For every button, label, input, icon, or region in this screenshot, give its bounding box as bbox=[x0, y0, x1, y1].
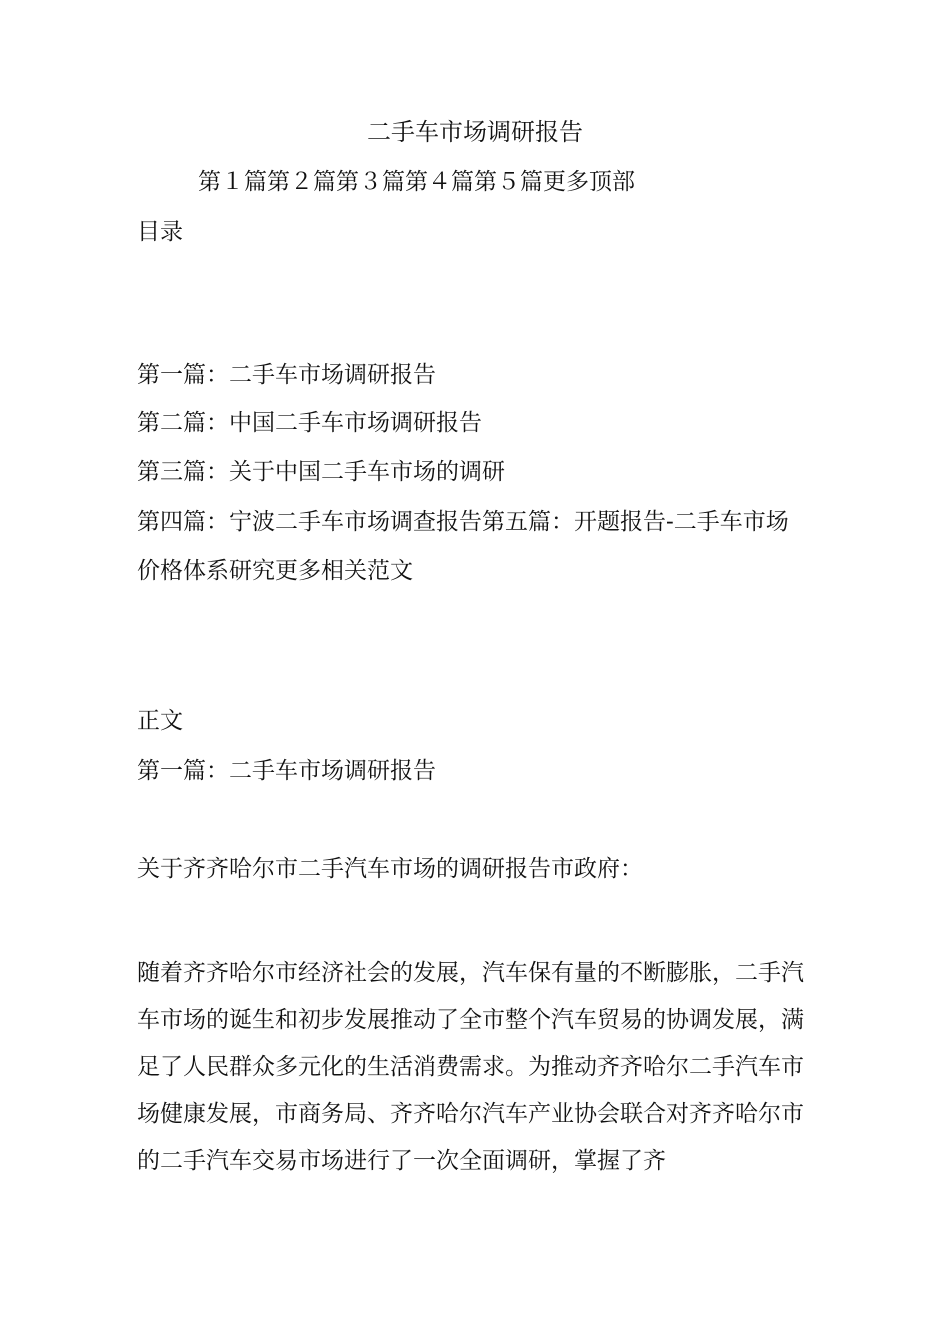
toc-item-1[interactable]: 第一篇：二手车市场调研报告 bbox=[137, 362, 436, 388]
body-heading: 正文 bbox=[137, 708, 183, 734]
toc-item-more[interactable]: 价格体系研究更多相关范文 bbox=[137, 558, 413, 584]
section-title: 第一篇：二手车市场调研报告 bbox=[137, 758, 436, 784]
toc-item-3[interactable]: 第三篇：关于中国二手车市场的调研 bbox=[137, 459, 505, 485]
document-title: 二手车市场调研报告 bbox=[367, 118, 583, 146]
body-paragraph bbox=[137, 950, 837, 1185]
paragraph-line: 车市场的诞生和初步发展推动了全市整个汽车贸易的协调发展，满 bbox=[137, 1007, 804, 1033]
paragraph-line: 足了人民群众多元化的生活消费需求。为推动齐齐哈尔二手汽车市 bbox=[137, 1054, 804, 1080]
toc-heading: 目录 bbox=[137, 219, 183, 245]
chapter-navigation[interactable]: 第１篇第２篇第３篇第４篇第５篇更多顶部 bbox=[198, 169, 635, 195]
paragraph-line: 的二手汽车交易市场进行了一次全面调研，掌握了齐 bbox=[137, 1148, 666, 1174]
paragraph-line: 随着齐齐哈尔市经济社会的发展，汽车保有量的不断膨胀，二手汽 bbox=[137, 960, 804, 986]
report-heading: 关于齐齐哈尔市二手汽车市场的调研报告市政府： bbox=[137, 856, 643, 882]
paragraph-line: 场健康发展，市商务局、齐齐哈尔汽车产业协会联合对齐齐哈尔市 bbox=[137, 1101, 804, 1127]
toc-item-4[interactable]: 第四篇：宁波二手车市场调查报告第五篇：开题报告-二手车市场 bbox=[137, 509, 789, 535]
toc-item-2[interactable]: 第二篇：中国二手车市场调研报告 bbox=[137, 410, 482, 436]
